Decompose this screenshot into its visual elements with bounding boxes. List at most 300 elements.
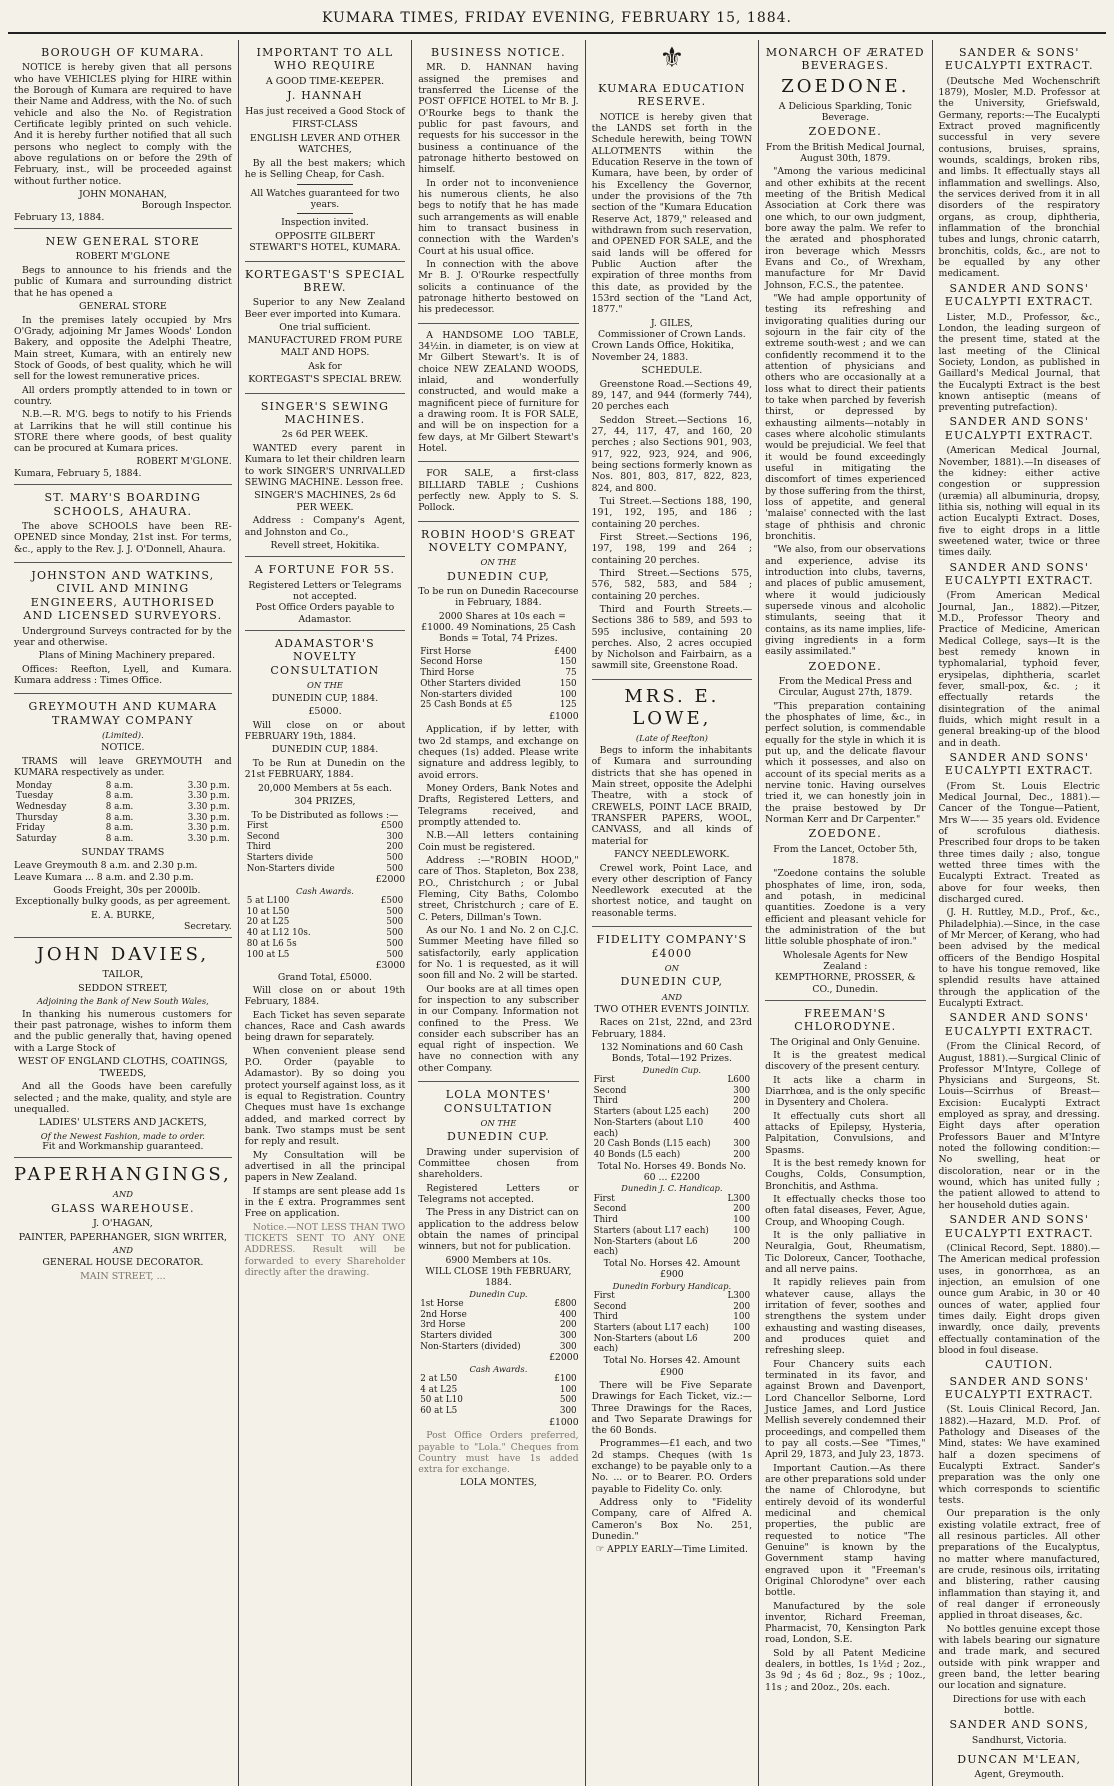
table-row: [592, 1302, 752, 1313]
prize-total: £2000: [375, 874, 406, 886]
table-row: [418, 700, 578, 711]
day: Friday: [16, 823, 45, 834]
table-row: [418, 1310, 578, 1321]
cash-value: 500: [386, 949, 404, 960]
ad-sub: A GOOD TIME-KEEPER.: [265, 75, 385, 87]
ad-heading: SANDER AND SONS' EUCALYPTI EXTRACT.: [944, 750, 1094, 778]
prize-total: Total No. Horses 42. Amount £900: [603, 1257, 741, 1281]
ad-body: 20,000 Members at 5s each.: [257, 782, 392, 794]
schedule-item: Seddon Street.—Sections 16, 27, 44, 117, 47, and 160, 20 perches ; also Sections 901, 903, 917, 922, 923, 924, and 906, being sections formerly known as Nos. 801, 803, 817, 822, 823, 824, and 800.: [591, 414, 753, 494]
prize-label: Third: [593, 1096, 618, 1107]
column-2: [239, 40, 412, 1786]
prize-value: 75: [565, 668, 577, 679]
table-row: [245, 832, 405, 843]
prize-label: 3rd Horse: [420, 1320, 466, 1331]
table-row: [14, 823, 232, 834]
table-row: [592, 1323, 752, 1334]
ad-heading: KORTEGAST'S SPECIAL BREW.: [245, 267, 405, 295]
testimonial: (From American Medical Journal, Jan., 1882).—Pitzer, M.D., Professor Theory and Practice of Medicine, American Medical College, says—It is the best remedy known in typhomalarial, typhoid fever, erysipelas, diphtheria, scarlet fever, small-pox, &c. ; it effectually retards the disintegration of the animal fluids, which might result in a general breaking-up of the blood and in death.: [938, 590, 1100, 749]
ad-body: Ask for: [308, 360, 342, 372]
am: 8 a.m.: [105, 791, 134, 802]
schedule-item: First Street.—Sections 196, 197, 198, 199 and 264 ; containing 20 perches.: [591, 531, 753, 566]
testimonial: (From the Clinical Record, of August, 1881).—Surgical Clinic of Professor M'Intyre, College of Physicians and Surgeons, St. Louis—Scirrhus of Breast—Excision: Eucalypti Extract employed as spray, and dressing. Eight days after operation Professors Bauer and M'Intyre noted the following condition:—No swelling, heat or discoloration, near or in the wound, which has united fully ; the patient allowed to attend to her household duties again.: [938, 1041, 1100, 1211]
ad-body: Address only to "Fidelity Company, care of Alfred A. Cameron's Box No. 251, Dunedin.": [591, 1497, 753, 1543]
ad-label: FIRST-CLASS: [292, 119, 358, 131]
divider: [297, 184, 353, 185]
prize-label: Starters divided: [420, 1330, 493, 1341]
ad-sub: 304 PRIZES,: [294, 795, 356, 807]
ad-sub: SEDDON STREET,: [78, 982, 168, 994]
schools-ad: [14, 485, 232, 563]
ad-heading: NEW GENERAL STORE: [45, 235, 201, 248]
singer-ad: [245, 394, 405, 558]
am: 8 a.m.: [105, 834, 134, 845]
ad-body: All Watches guaranteed for two years.: [250, 187, 400, 210]
prize-label: Non-starters divided: [420, 689, 513, 700]
table-row: [592, 1075, 752, 1086]
prize-label: 2nd Horse: [420, 1309, 467, 1320]
table-row: [418, 690, 578, 701]
ad-heading: BOROUGH OF KUMARA.: [41, 46, 205, 59]
ad-label: WEST OF ENGLAND CLOTHS, COATINGS, TWEEDS,: [18, 1056, 228, 1079]
ad-label: KORTEGAST'S SPECIAL BREW.: [248, 373, 402, 385]
schedule-item: Third Street.—Sections 575, 576, 582, 583, and 584 ; containing 20 perches.: [591, 567, 753, 602]
divider: [297, 213, 353, 214]
table-row: [418, 668, 578, 679]
testimonial: Lister, M.D., Professor, &c., London, the leading surgeon of the present time, stated at the last meeting of the Clinical Society, London, as published in Gaillard's Medical Journal, that the Eucalypti Extract is the best known antiseptic (means of preventing putrefaction).: [938, 311, 1100, 414]
ad-body: One trial sufficient.: [279, 322, 371, 334]
ad-heading: SANDER & SONS' EUCALYPTI EXTRACT.: [944, 46, 1094, 73]
day: Tuesday: [16, 791, 54, 802]
ad-body: To be Distributed as follows :—: [251, 809, 399, 821]
testimonial: "This preparation containing the phosphates of lime, &c., in perfect solution, is commendable equally for the style in which it is put up, and the delicate flavour which it possesses, and also on account of its special merits as a nervine tonic. Having ourselves tried it, we can honestly join in the praise bestowed by Dr Norman Kerr and Dr Carpenter.": [765, 700, 926, 825]
ad-body: It is the greatest medical discovery of the present century.: [765, 1050, 926, 1073]
signer-role: Secretary.: [184, 921, 232, 933]
prize-table: [418, 647, 578, 711]
ad-sub: The Original and Only Genuine.: [770, 1036, 921, 1048]
prize-label: Starters (about L17 each): [593, 1225, 709, 1236]
table-row: [418, 1342, 578, 1353]
owner-name: J. O'HAGAN,: [92, 1217, 153, 1229]
table-row: [592, 1215, 752, 1226]
ad-heading: BUSINESS NOTICE.: [431, 46, 566, 59]
ad-body: The Press in any District can on application to the address below obtain the names of principal winners, but not for publication.: [418, 1207, 579, 1253]
ad-heading: ZOEDONE.: [808, 125, 882, 139]
ad-body: In connection with the above Mr B. J. O'Rourke respectfully solicits a continuance of the patronage hitherto bestowed on his predecessor.: [418, 258, 579, 316]
table-row: [418, 1374, 578, 1385]
ad-heading: SANDER AND SONS' EUCALYPTI EXTRACT.: [944, 1213, 1094, 1240]
ad-heading: SANDER AND SONS' EUCALYPTI EXTRACT.: [944, 560, 1094, 587]
ad-body: The above SCHOOLS have been RE-OPENED since Monday, 21st inst. For terms, &c., apply to the Rev. J. J. O'Donnell, Ahaura.: [14, 520, 232, 555]
ad-body: N.B.—All letters containing Coin must be registered.: [418, 830, 579, 853]
ad-body: Sold by all Patent Medicine dealers, in bottles, 1s 1½d ; 2oz., 3s 9d ; 4s 6d ; 8oz., 9s ; 10oz., 11s ; and 20oz., 20s. each.: [765, 1647, 926, 1693]
cash-value: 500: [559, 1395, 577, 1406]
prize-value: 500: [386, 863, 404, 874]
signer-role: Borough Inspector.: [141, 200, 232, 212]
lowe-ad: [592, 680, 752, 927]
prize-label: 25 Cash Bonds at £5: [420, 700, 513, 711]
testimonial: "Among the various medicinal and other exhibits at the recent meeting of the British Medical Association at Cork there was one which, to our own judgment, bore away the palm. We refer to the ærated and phosphorated iron beverage which Messrs Evans and Co., of Wrexham, manufacture for Mr David Johnson, F.C.S., the patentee.: [765, 166, 926, 291]
prize-label: First: [593, 1193, 615, 1204]
table-row: [592, 1118, 752, 1139]
ad-heading: DUNEDIN CUP.: [447, 1130, 550, 1144]
robin-hood-ad: [418, 522, 578, 1083]
masthead: KUMARA TIMES, FRIDAY EVENING, FEBRUARY 15, 1884.: [8, 6, 1106, 34]
sunday-heading: SUNDAY TRAMS: [81, 846, 165, 858]
table-row: [592, 1291, 752, 1302]
ad-body: Registered Letters or Telegrams not accepted.: [418, 1182, 579, 1205]
signer: JOHN MONAHAN,: [78, 189, 167, 201]
ad-sub: Cash Awards.: [469, 1363, 528, 1374]
ad-heading: GLASS WAREHOUSE.: [51, 1201, 195, 1215]
ad-label: LADIES' ULSTERS AND JACKETS,: [39, 1117, 207, 1129]
prize-label: Second: [593, 1085, 627, 1096]
ad-heading: PAPERHANGINGS,: [14, 1164, 232, 1186]
am: 8 a.m.: [105, 780, 134, 791]
timekeeper-ad: [245, 40, 405, 262]
ad-body: It is the best remedy known for Coughs, Colds, Consumption, Bronchitis, and Asthma.: [765, 1158, 926, 1192]
ad-address: Revell street, Hokitika.: [270, 540, 380, 552]
pm: 3.30 p.m.: [187, 791, 230, 802]
sunday-line: Leave Greymouth 8 a.m. and 2.30 p.m.: [14, 860, 198, 872]
tailor-ad: [14, 938, 232, 1158]
ad-body: In thanking his numerous customers for their past patronage, wishes to inform them and the public generally that, having opened with a Large Stock of: [14, 1008, 232, 1054]
table-row: [14, 834, 232, 845]
am: 8 a.m.: [105, 823, 134, 834]
ad-sub: Cash Awards.: [296, 885, 354, 896]
ad-body: Registered Letters or Telegrams not accepted.: [248, 579, 402, 603]
ad-body: Begs to inform the inhabitants of Kumara and surrounding districts that she has opened in Main street, opposite the Adelphi Theatre, with a stock of CREWELS, POINT LACE BRAID, TRANSFER PAPERS, WOOL, CANVASS, and all kinds of material for: [591, 744, 753, 847]
ad-sub: TWO OTHER EVENTS JOINTLY.: [594, 1003, 750, 1015]
signer-role: Commissioner of Crown Lands.: [597, 329, 746, 341]
firm-name: SANDER AND SONS,: [949, 1718, 1090, 1732]
table-row: [592, 1096, 752, 1107]
ad-heading: SANDER AND SONS' EUCALYPTI EXTRACT.: [944, 415, 1094, 442]
ad-sub: PAINTER, PAPERHANGER, SIGN WRITER,: [18, 1231, 227, 1243]
business-notice: [418, 40, 578, 324]
prize-label: 1st Horse: [420, 1298, 464, 1309]
borough-notice: [14, 40, 232, 229]
ad-body: It acts like a charm in Diarrhœa, and is the only specific in Dysentery and Cholera.: [765, 1074, 926, 1109]
ad-sub: DUNEDIN CUP, 1884.: [271, 692, 379, 704]
table-row: [245, 907, 405, 918]
ad-body: Will close on or about FEBRUARY 19th, 1884.: [244, 719, 406, 743]
prize-label: Starters (about L25 each): [593, 1107, 709, 1118]
ad-body: It rapidly relieves pain from whatever cause, allays the irritation of fever, soothes and strengthens the system under exhausting and wasting diseases, and produces quiet and refreshing sleep.: [765, 1277, 926, 1357]
apply-early: APPLY EARLY—Time Limited.: [607, 1544, 748, 1556]
table-row: [245, 864, 405, 875]
prize-table: [592, 1194, 752, 1258]
pm: 3.30 p.m.: [187, 780, 230, 791]
prize-value: 200: [559, 1320, 577, 1331]
engineers-ad: [14, 563, 232, 694]
ad-body: MR. D. HANNAN having assigned the premises and transferred the License of the POST OFFICE HOTEL to Mr B. J. O'Rourke begs to thank the public for past favours, and requests for his successor in the business a continuance of the patronage hitherto bestowed on himself.: [418, 62, 579, 176]
prize-value: 200: [733, 1333, 751, 1344]
ad-body: There will be Five Separate Drawings for Each Ticket, viz.:—Three Drawings for the Races, and Two Separate Drawings for the 60 Bonds.: [591, 1379, 753, 1437]
agent-name: DUNCAN M'LEAN,: [957, 1753, 1082, 1766]
schedule-heading: SCHEDULE.: [641, 365, 703, 377]
chlorodyne-ad: [765, 1001, 925, 1700]
table-row: [592, 1226, 752, 1237]
ad-body: Will close on or about 19th February, 1884.: [244, 984, 406, 1008]
table-row: [245, 896, 405, 907]
cash-value: £100: [554, 1373, 577, 1384]
ad-body: Post Office Orders payable to Adamastor.: [255, 602, 395, 625]
ad-sub: DUNEDIN CUP, 1884.: [271, 744, 379, 756]
ad-heading: SANDER AND SONS' EUCALYPTI EXTRACT.: [944, 1374, 1094, 1401]
table-row: [14, 802, 232, 813]
ad-sub: From the Lancet, October 5th, 1878.: [773, 843, 918, 866]
ad-body: Has just received a Good Stock of: [245, 105, 405, 117]
testimonial: "We also, from our observations and experience, advise its introduction into clubs, taverns, and places of public amusement, where it would judiciously supersede vinous and alcoholic stimulants, seeing that it contains, as its name implies, life-giving ingredients in a form easily assimilated.": [765, 544, 926, 658]
cash-value: 500: [386, 938, 404, 949]
pm: 3.30 p.m.: [187, 823, 230, 834]
ad-body: When convenient please send P.O. Order (payable to Adamastor). By so doing you protect yourself against loss, as it is equal to Registration. Country Cheques must have 1s exchange added, and marked correct by bank. Two stamps must be sent for reply and result.: [244, 1045, 406, 1148]
prize-label: Second: [246, 831, 280, 842]
ad-body: Programmes—£1 each, and two 2d stamps. Cheques (with 1s exchange) to be payable only to a No. ... or to Bearer. P.O. Orders payable to Fidelity Co. only.: [591, 1438, 753, 1495]
testimonial: "We had ample opportunity of testing its refreshing and invigorating qualities during our sojourn in the fair city of the extreme south-west ; and we can confidently recommend it to the attention of physicians and others who are occasionally at a loss what to direct their patients to take when parched by feverish thirst, or depressed by exhausting ailments—notably in cases where alcoholic stimulants would be prejudicial. We feel that it would be found exceedingly useful in mitigating the discomfort of times experienced by those suffering from the thirst, loss of appetite, and general 'malaise' connected with the last stage of phthisis and chronic bronchitis.: [765, 293, 926, 542]
ad-sub: A Delicious Sparkling, Tonic Beverage.: [778, 100, 912, 124]
testimonial: (J. H. Ruttley, M.D., Prof., &c., Philadelphia).—Since, in the case of Mr Mercer, of Kerang, who had been advised by the medical officers of the Bendigo Hospital to have his tongue removed, like splendid results have attained through the application of the Eucalypti Extract.: [938, 907, 1100, 1010]
table-row: [418, 657, 578, 668]
ad-sub: Dunedin J. C. Handicap.: [621, 1183, 723, 1194]
am: 8 a.m.: [105, 812, 134, 823]
fortune-ad: [245, 557, 405, 631]
table-row: [245, 950, 405, 961]
prize-label: First: [593, 1290, 615, 1301]
prize-value: 200: [733, 1150, 751, 1161]
ad-body: Address :—"ROBIN HOOD," care of Thos. Stapleton, Box 238, P.O., Christchurch ; or Jubal Fleming, City Baths, Colombo street, Christchurch ; care of E. C. Peters, Dillman's Town.: [418, 854, 579, 923]
prize-value: 200: [733, 1301, 751, 1312]
ad-body: Offices: Reefton, Lyell, and Kumara. Kumara address : Times Office.: [14, 663, 232, 686]
ad-sub: From the British Medical Journal, August 30th, 1879.: [765, 141, 925, 165]
table-row: [592, 1334, 752, 1355]
ad-body: Important Caution.—As there are other preparations sold under the name of Chlorodyne, but entirely devoid of its wonderful medicinal and chemical properties, the public are requested to notice "The Genuine" is known by the Government stamp having engraved upon it "Freeman's Original Chlorodyne" over each bottle.: [765, 1462, 926, 1599]
ad-body: Notice.—NOT LESS THAN TWO TICKETS SENT TO ANY ONE ADDRESS. Result will be forwarded to every Shareholder directly after the drawing.: [244, 1221, 406, 1278]
table-row: [592, 1194, 752, 1205]
table-row: [418, 647, 578, 658]
caution-heading: CAUTION.: [985, 1358, 1054, 1372]
ad-address: OPPOSITE GILBERT STEWART'S HOTEL, KUMARA.: [249, 230, 401, 254]
testimonial: (From St. Louis Electric Medical Journal, Dec., 1881).—Cancer of the Tongue—Patient, Mrs W—— 35 years old. Evidence of scrofulous diathesis. Prescribed four drops to be taken three times daily ; also, tongue wetted three times with the Eucalypti Extract. Treated as above for four weeks, then discharged cured.: [938, 780, 1100, 906]
zoedone-ad: [765, 40, 925, 1001]
prize-label: Third: [246, 842, 271, 853]
general-store-ad: [14, 229, 232, 485]
table-row: [245, 821, 405, 832]
tram-timetable: [14, 781, 232, 845]
sunday-line: Leave Kumara ... 8 a.m. and 2.30 p.m.: [14, 871, 194, 883]
prize-value: 100: [559, 689, 577, 700]
ad-body: Plans of Mining Machinery prepared.: [38, 650, 216, 662]
ad-sub: Of the Newest Fashion, made to order.: [40, 1130, 205, 1141]
ad-sub: ON THE: [480, 1117, 517, 1128]
prize-value: 500: [386, 852, 404, 863]
prize-label: Third Horse: [420, 668, 475, 679]
ad-sub: AND: [112, 1189, 133, 1200]
ad-heading: IMPORTANT TO ALL WHO REQUIRE: [256, 46, 394, 73]
ad-body: Manufactured by the sole inventor, Richard Freeman, Pharmacist, 70, Kensington Park road, London, S.E.: [765, 1600, 926, 1646]
ad-sub: (Limited).: [102, 730, 144, 741]
table-row: [592, 1237, 752, 1258]
prize-value: 200: [733, 1096, 751, 1107]
table-row: [418, 1331, 578, 1342]
ad-notice: NOTICE.: [101, 742, 145, 754]
prize-value: 300: [733, 1085, 751, 1096]
prize-label: First: [593, 1075, 615, 1085]
ad-label: SINGER'S MACHINES, 2s 6d PER WEEK.: [254, 490, 396, 513]
cash-label: 80 at L6 5s: [246, 938, 297, 949]
loo-table-ad: [418, 324, 578, 463]
ad-body: It is the only palliative in Neuralgia, Gout, Rheumatism, Tic Doloreux, Cancer, Toothache, and all nerve pains.: [765, 1230, 926, 1275]
ad-body: TRAMS will leave GREYMOUTH and KUMARA respectively as under.: [14, 755, 232, 779]
divider: [991, 1749, 1048, 1750]
prize-value: 125: [559, 700, 577, 711]
cash-value: 100: [559, 1384, 577, 1395]
testimonial: (Deutsche Med Wochenschrift 1879), Mosler, M.D. Professor at the University, Griefswald, Germany, reports:—The Eucalypti Extract proved magnificently successful in very severe contusions, bruises, sprains, wounds, scaldings, broken ribs, and limbs. It effectually stays all inflammation and swellings. Also, the services derived from it in all disorders of the respiratory organs, as croup, diphtheria, inflammation of the bronchial tubes and lungs, chronic catarrh, bronchitis, colds, &c., are not to be equalled by any other medicament.: [938, 75, 1100, 280]
table-row: [245, 842, 405, 853]
table-row: [14, 791, 232, 802]
prize-value: 300: [386, 831, 404, 842]
table-row: [14, 813, 232, 824]
ad-body: Begs to announce to his friends and the public of Kumara and surrounding district that he has opened a: [14, 264, 232, 299]
table-row: [14, 781, 232, 792]
prize-label: Non-Starters (divided): [420, 1341, 521, 1352]
ad-sub: (Late of Reefton): [635, 732, 708, 743]
table-row: [418, 679, 578, 690]
testimonial: (American Medical Journal, November, 1881).—In diseases of the kidney: either active congestion or suppression (uræmia) all albuminuria, dropsy, lithia sis, nothing will equal in its action Eucalypti Extract. Doses, five to eight drops in a little sweetened water, twice or three times daily.: [938, 445, 1100, 559]
prize-table: [592, 1291, 752, 1355]
prize-value: L300: [727, 1290, 751, 1301]
column-1: [8, 40, 239, 1786]
ad-sub: AND: [661, 991, 682, 1002]
ad-sub: ON THE: [480, 557, 517, 568]
ad-sub: Dunedin Cup.: [642, 1064, 702, 1075]
ad-body: 132 Nominations and 60 Cash Bonds, Total—192 Prizes.: [600, 1042, 744, 1065]
pm: 3.30 p.m.: [187, 812, 230, 823]
ad-body: [592, 1544, 752, 1555]
ad-heading: MRS. E. LOWE,: [624, 685, 720, 729]
cash-label: 50 at L10: [420, 1395, 463, 1406]
firm-address: Sandhurst, Victoria.: [971, 1734, 1067, 1746]
ad-sub: Dunedin Cup.: [469, 1288, 528, 1299]
table-row: [245, 928, 405, 939]
royal-crest-icon: ⚜: [659, 41, 685, 74]
prize-label: Starters divide: [246, 852, 314, 863]
ad-body: 2000 Shares at 10s each = £1000. 49 Nominations, 25 Cash Bonds = Total, 74 Prizes.: [421, 610, 576, 645]
prize-table: [592, 1075, 752, 1161]
ad-heading: FREEMAN'S CHLORODYNE.: [794, 1006, 897, 1034]
schedule-item: Greenstone Road.—Sections 49, 89, 147, and 944 (formerly 744), 20 perches each: [591, 378, 753, 413]
prize-label: Third: [593, 1215, 618, 1226]
table-row: [245, 917, 405, 928]
ad-label: ENGLISH LEVER AND OTHER WATCHES,: [249, 132, 401, 156]
ad-sub: TAILOR,: [102, 969, 144, 981]
table-row: [245, 853, 405, 864]
prize-label: Third: [593, 1312, 618, 1323]
ad-body: Address : Company's Agent, and Johnston and Co.,: [244, 515, 406, 538]
ad-heading: SANDER AND SONS' EUCALYPTI EXTRACT.: [944, 1011, 1094, 1038]
ad-body: WILL CLOSE 19th FEBRUARY, 1884.: [425, 1265, 572, 1289]
ad-heading: ROBIN HOOD'S GREAT NOVELTY COMPANY,: [421, 527, 576, 554]
table-row: [418, 1385, 578, 1396]
ad-body: WANTED every parent in Kumara to let their children learn to work SINGER'S UNRIVALLED SEWING MACHINE. Lesson free.: [244, 442, 406, 488]
ad-sub: MAIN STREET, ...: [80, 1270, 166, 1282]
cash-table: [418, 1374, 578, 1417]
prize-label: First Horse: [420, 646, 472, 657]
fidelity-ad: [592, 927, 752, 1561]
prize-value: 200: [733, 1236, 751, 1247]
ad-sub: From the Medical Press and Circular, August 27th, 1879.: [778, 676, 913, 699]
ad-body: Money Orders, Bank Notes and Drafts, Registered Letters, and Telegrams received, and promptly attended to.: [418, 782, 579, 828]
prize-value: 100: [733, 1215, 751, 1226]
ad-heading: FIDELITY COMPANY'S £4000: [596, 933, 748, 960]
table-row: [592, 1204, 752, 1215]
day: Monday: [16, 780, 52, 791]
agents-label: Wholesale Agents for New Zealand :: [782, 949, 908, 972]
column-6: [933, 40, 1106, 1786]
day: Wednesday: [16, 801, 67, 812]
ad-sub: ON: [664, 962, 679, 973]
ad-heading: DUNEDIN CUP,: [447, 569, 550, 583]
prize-table: [418, 1299, 578, 1353]
ad-heading: A FORTUNE FOR 5S.: [254, 563, 396, 577]
ad-body: Races on 21st, 22nd, and 23rd February, 1884.: [591, 1017, 753, 1040]
owner-name: J. HANNAH: [287, 89, 363, 103]
ad-body: Application, if by letter, with two 2d stamps, and exchange on cheques (1s) added. Please write signature and address legibly, to avoid errors.: [418, 724, 579, 781]
ad-label: MANUFACTURED FROM PURE MALT AND HOPS.: [247, 335, 403, 359]
ad-body: Post Office Orders preferred, payable to "Lola." Cheques from Country must have 1s added extra for exchange.: [418, 1430, 579, 1476]
billiard-ad: [418, 462, 578, 521]
prize-value: 150: [559, 678, 577, 689]
ad-body: In order not to inconvenience his numerous clients, he also begs to notify that he has made such arrangements as will enable him to transact business in connection with the Warden's Court at his usual office.: [418, 177, 579, 257]
signer: LOLA MONTES,: [459, 1477, 537, 1489]
ad-heading: SANDER AND SONS' EUCALYPTI EXTRACT.: [944, 281, 1094, 309]
prize-value: 100: [733, 1312, 751, 1323]
agent-address: Agent, Greymouth.: [974, 1769, 1065, 1781]
prize-label: Non-Starters (about L6 each): [593, 1236, 698, 1258]
cash-value: £500: [380, 896, 404, 906]
day: Thursday: [16, 812, 58, 823]
prize-value: L600: [727, 1075, 751, 1085]
owner-name: ROBERT M'GLONE: [75, 251, 171, 263]
eucalypti-ad: [939, 40, 1100, 1786]
prize-value: 200: [386, 842, 404, 853]
cash-label: 10 at L50: [246, 906, 290, 917]
signer: E. A. BURKE,: [91, 909, 155, 921]
ad-body: A HANDSOME LOO TABLE, 34½in. in diameter, is on view at Mr Gilbert Stewart's. It is of choice NEW ZEALAND WOODS, inlaid, and wonderfully constructed, and would make a magnificent piece of furniture for a drawing room. It is FOR SALE, and will be on inspection for a few days, at Mr Gilbert Stewart's Hotel.: [418, 329, 579, 454]
table-row: [592, 1312, 752, 1323]
column-3: [412, 40, 585, 1786]
prize-total: £2000: [549, 1352, 579, 1364]
ad-heading: ZOEDONE.: [808, 659, 882, 673]
ad-body: Each Ticket has seven separate chances, Race and Cash awards being drawn for separately.: [244, 1009, 406, 1044]
prize-label: Second Horse: [420, 657, 483, 668]
prize-table: [245, 821, 405, 875]
table-row: [592, 1086, 752, 1097]
cash-label: 5 at L100: [246, 896, 290, 906]
prize-value: 400: [733, 1117, 751, 1128]
cash-value: 300: [559, 1406, 577, 1417]
schedule-item: Tui Street.—Sections 188, 190, 191, 192, 195, and 186 ; containing 20 perches.: [591, 495, 753, 530]
am: 8 a.m.: [105, 801, 134, 812]
ad-heading: ZOEDONE.: [808, 827, 882, 841]
prize-label: 20 Cash Bonds (L15 each): [593, 1139, 711, 1150]
prize-value: 200: [733, 1107, 751, 1118]
ad-date: Kumara, February 5, 1884.: [14, 467, 142, 479]
ad-body: Goods Freight, 30s per 2000lb. Exceptionally bulky goods, as per agreement.: [15, 885, 231, 908]
cash-label: 4 at L25: [420, 1384, 458, 1395]
cash-value: 500: [386, 917, 404, 928]
